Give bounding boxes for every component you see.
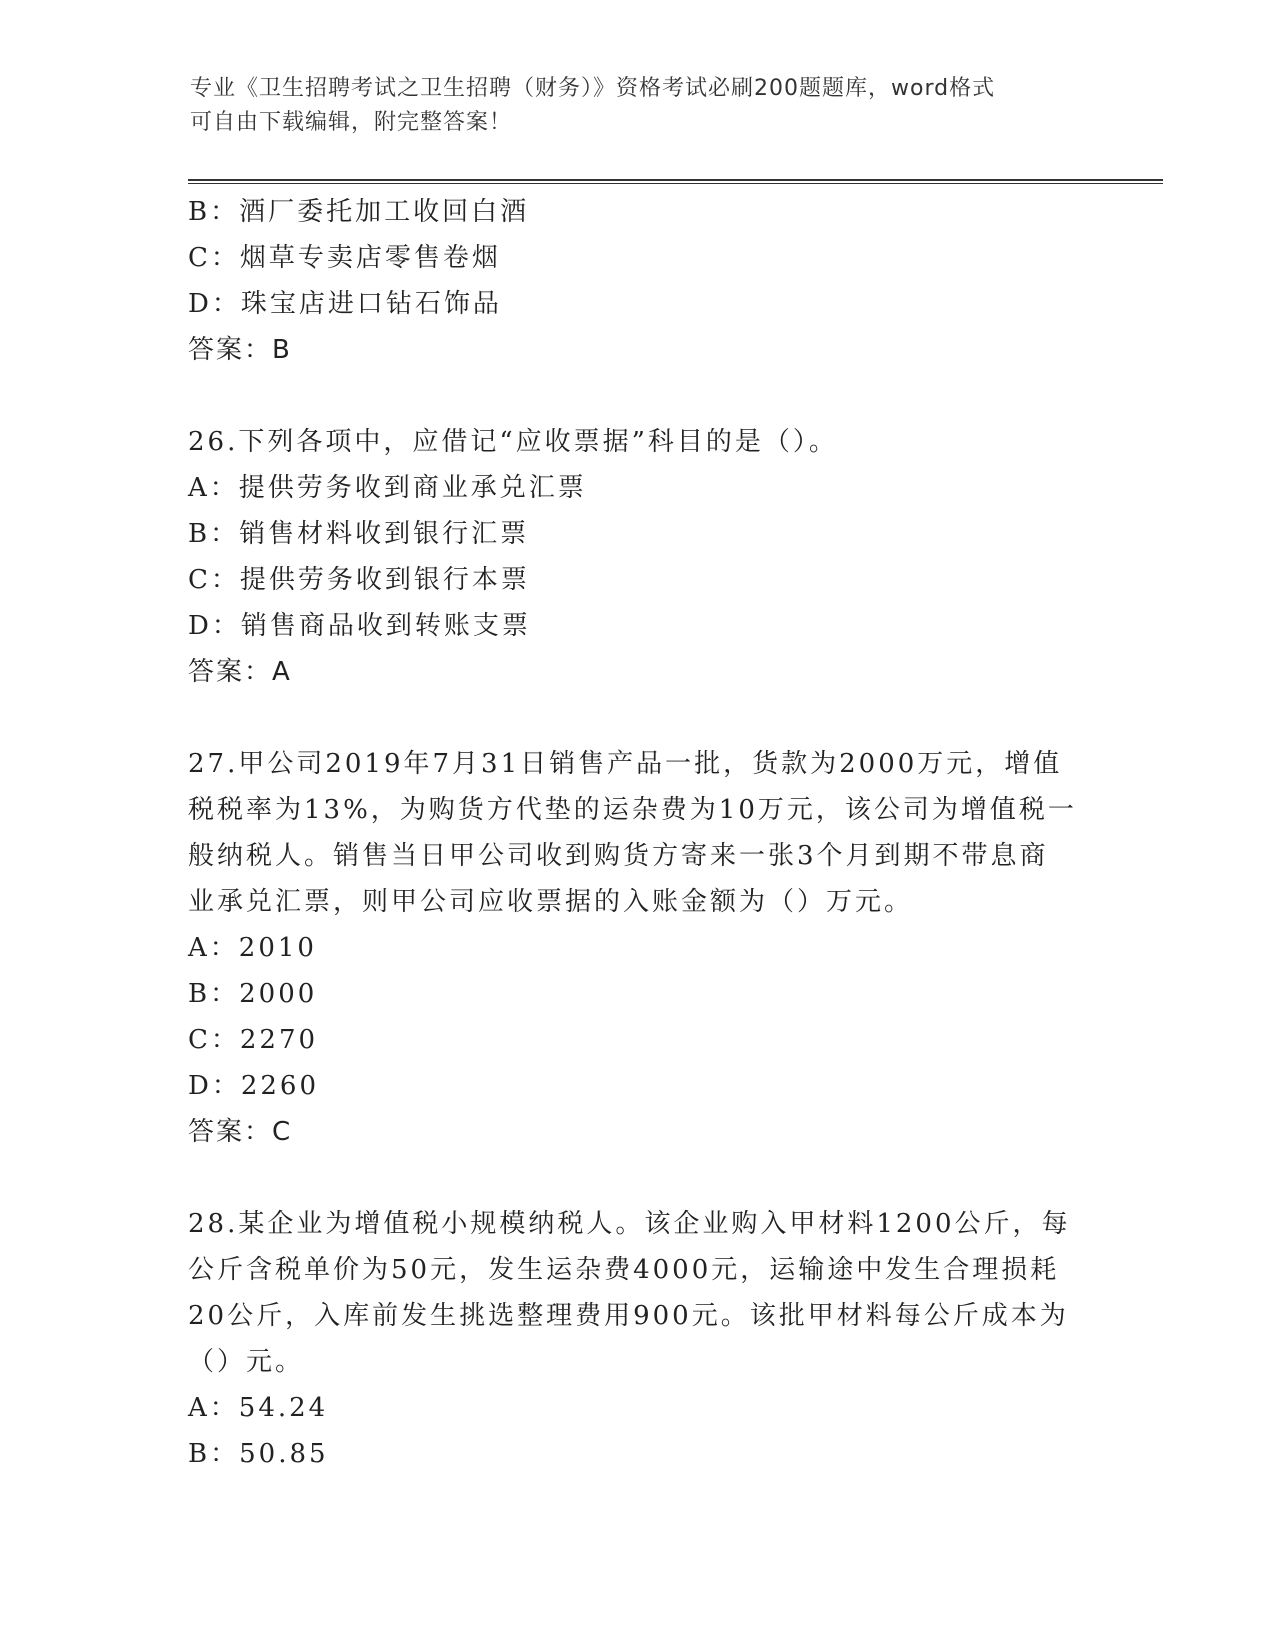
question-stem-line: 20公斤，入库前发生挑选整理费用900元。该批甲材料每公斤成本为 — [188, 1301, 1069, 1331]
option-c: C：烟草专卖店零售卷烟 — [188, 243, 501, 273]
document-header — [190, 72, 1070, 140]
question-stem-line: 公斤含税单价为50元，发生运杂费4000元，运输途中发生合理损耗 — [188, 1255, 1060, 1285]
answer-line: 答案：A — [188, 657, 292, 687]
question-25-tail — [188, 189, 1068, 373]
question-list — [188, 189, 1077, 1477]
question-stem-line: 税税率为13%，为购货方代垫的运杂费为10万元，该公司为增值税一 — [188, 795, 1077, 825]
question-28 — [188, 1201, 1071, 1477]
option-a: A：提供劳务收到商业承兑汇票 — [188, 473, 587, 503]
question-stem-line: 28.某企业为增值税小规模纳税人。该企业购入甲材料1200公斤，每 — [188, 1209, 1071, 1239]
option-b: B：销售材料收到银行汇票 — [188, 519, 530, 549]
question-stem: 26.下列各项中，应借记“应收票据”科目的是（）。 — [188, 427, 838, 457]
option-b: B：2000 — [188, 979, 318, 1009]
block-spacer — [188, 695, 1068, 741]
question-stem-line: 27.甲公司2019年7月31日销售产品一批，货款为2000万元，增值 — [188, 749, 1063, 779]
option-b: B：酒厂委托加工收回白酒 — [188, 197, 530, 227]
question-26 — [188, 419, 1068, 695]
block-spacer — [188, 373, 1068, 419]
question-27 — [188, 741, 1077, 1155]
question-stem-line: 业承兑汇票，则甲公司应收票据的入账金额为（）万元。 — [188, 887, 914, 917]
header-line-2: 可自由下载编辑，附完整答案！ — [190, 110, 513, 135]
option-d: D：2260 — [188, 1071, 320, 1101]
header-line-1: 专业《卫生招聘考试之卫生招聘（财务）》资格考试必刷200题题库，word格式 — [190, 76, 996, 101]
question-stem-line: （）元。 — [188, 1347, 305, 1377]
option-c: C：提供劳务收到银行本票 — [188, 565, 530, 595]
option-c: C：2270 — [188, 1025, 319, 1055]
answer-line: 答案：C — [188, 1117, 293, 1147]
header-rule-thick — [188, 179, 1163, 181]
answer-line: 答案：B — [188, 335, 292, 365]
question-stem-line: 般纳税人。销售当日甲公司收到购货方寄来一张3个月到期不带息商 — [188, 841, 1049, 871]
option-d: D：销售商品收到转账支票 — [188, 611, 531, 641]
option-a: A：2010 — [188, 933, 317, 963]
option-a: A：54.24 — [188, 1393, 329, 1423]
option-b: B：50.85 — [188, 1439, 329, 1469]
option-d: D：珠宝店进口钻石饰品 — [188, 289, 502, 319]
block-spacer — [188, 1155, 1068, 1201]
header-rule-thin — [188, 183, 1163, 184]
